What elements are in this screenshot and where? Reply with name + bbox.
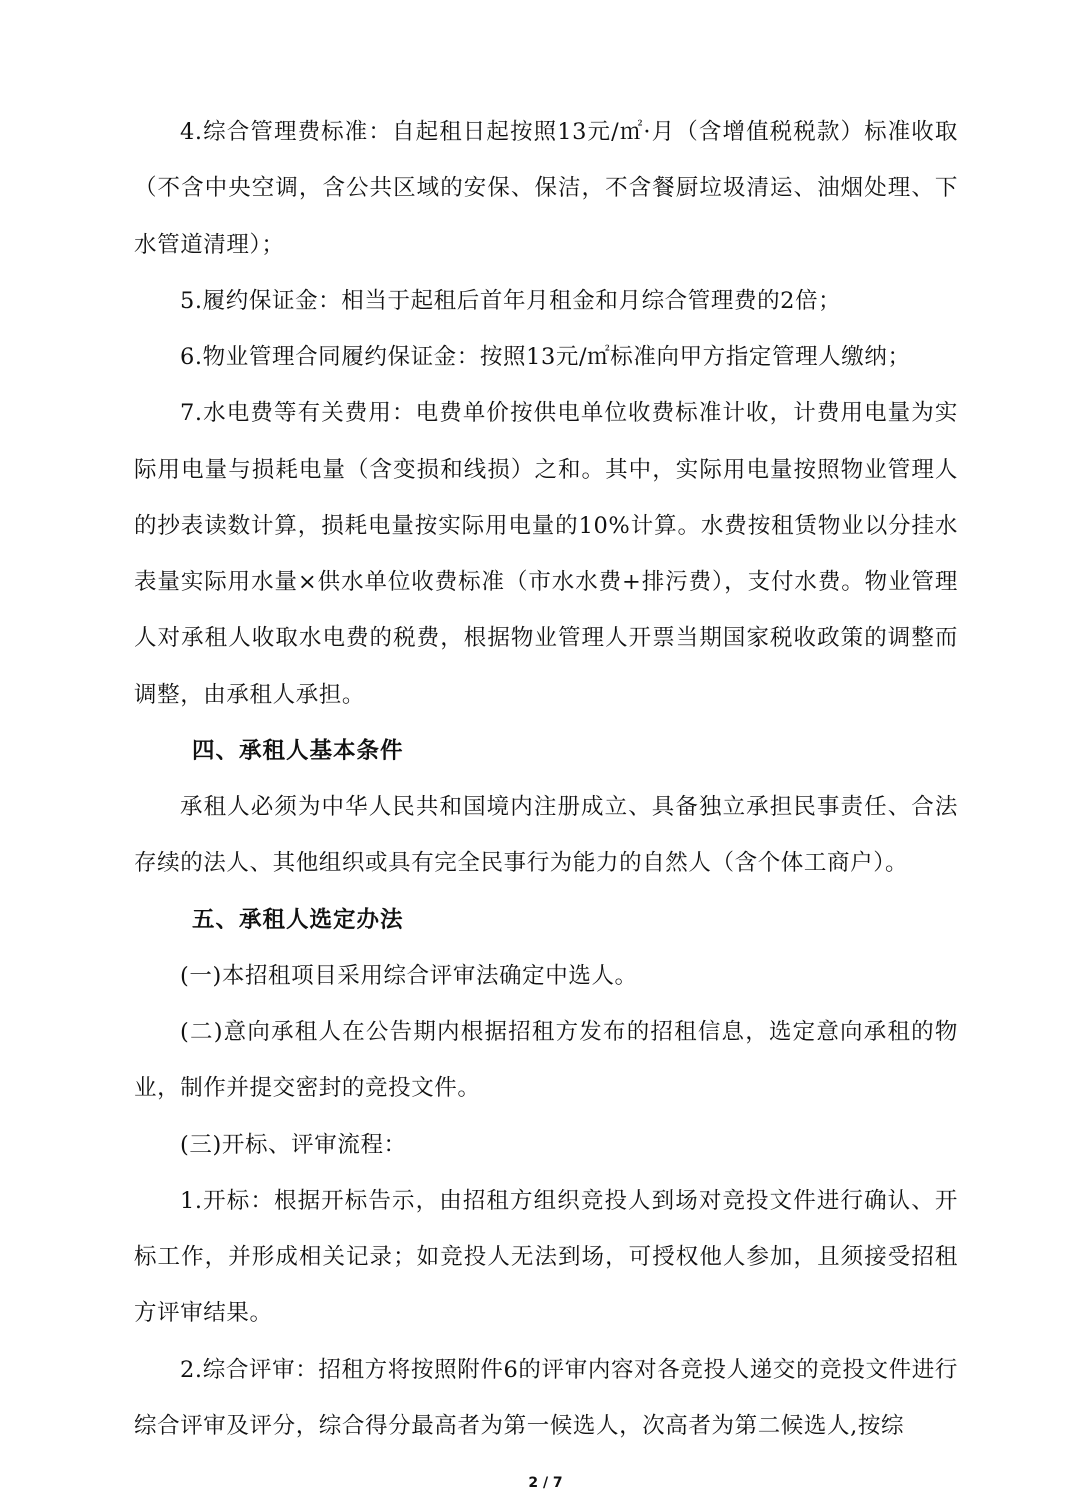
step-2-evaluation: 2.综合评审：招租方将按照附件6的评审内容对各竞投人递交的竞投文件进行综合评审及评分，综合得分最高者为第一候选人，次高者为第二候选人,按综 <box>134 1356 958 1439</box>
step-1-bid-opening: 1.开标：根据开标告示，由招租方组织竞投人到场对竞投文件进行确认、开标工作，并形成相关记录；如竞投人无法到场，可授权他人参加，且须接受招租方评审结果。 <box>134 1187 958 1327</box>
item-2-bidding: (二)意向承租人在公告期内根据招租方发布的招租信息，选定意向承租的物业，制作并提交密封的竞投文件。 <box>134 1019 958 1102</box>
section-4-body: 承租人必须为中华人民共和国境内注册成立、具备独立承担民事责任、合法存续的法人、其他组织或具有完全民事行为能力的自然人（含个体工商户）。 <box>134 794 958 877</box>
document-body <box>134 104 958 1454</box>
clause-6-property-deposit: 6.物业管理合同履约保证金：按照13元/㎡标准向甲方指定管理人缴纳； <box>180 344 911 370</box>
section-5-heading: 五、承租人选定办法 <box>192 906 404 933</box>
clause-4-management-fee: 4.综合管理费标准：自起租日起按照13元/㎡·月（含增值税税款）标准收取（不含中央空调，含公共区域的安保、保洁，不含餐厨垃圾清运、油烟处理、下水管道清理）； <box>134 119 958 258</box>
item-1-method: (一)本招租项目采用综合评审法确定中选人。 <box>180 962 638 989</box>
clause-7-utilities: 7.水电费等有关费用：电费单价按供电单位收费标准计收，计费用电量为实际用电量与损耗电量（含变损和线损）之和。其中，实际用电量按照物业管理人的抄表读数计算，损耗电量按实际用电量的10%计算。水费按租赁物业以分挂水表量实际用水量×供水单位收费标准（市水水费+排污费），支付水费。物业管理人对承租人收取水电费的税费，根据物业管理人开票当期国家税收政策的调整而调整，由承租人承担。 <box>134 400 958 708</box>
item-3-process: (三)开标、评审流程： <box>180 1131 407 1158</box>
section-4-heading: 四、承租人基本条件 <box>192 737 404 764</box>
page-number: 2 / 7 <box>528 1475 563 1491</box>
clause-5-performance-deposit: 5.履约保证金：相当于起租后首年月租金和月综合管理费的2倍； <box>180 287 842 314</box>
